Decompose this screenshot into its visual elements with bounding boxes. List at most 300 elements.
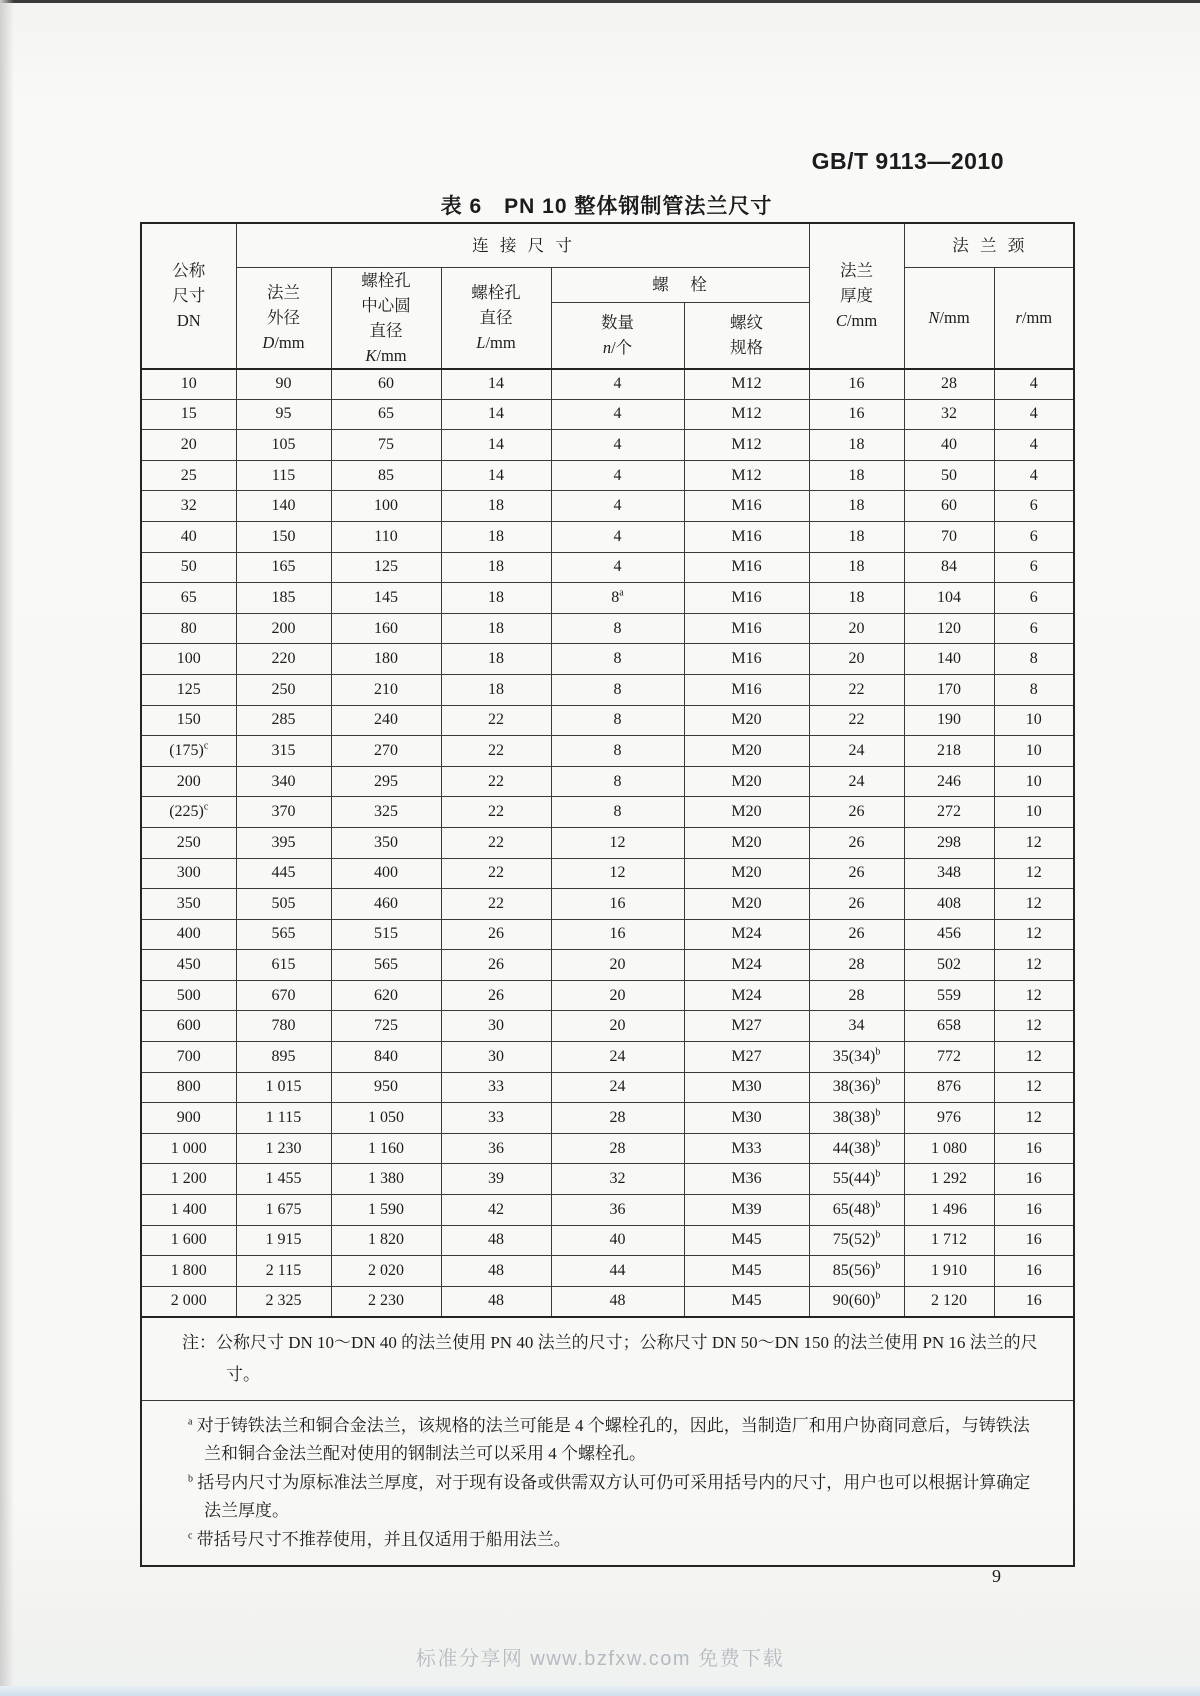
table-cell: 502 <box>904 950 994 981</box>
table-cell: 780 <box>236 1011 331 1042</box>
table-cell: 350 <box>331 827 441 858</box>
table-cell: M20 <box>684 889 809 920</box>
header-r-neck: r/mm <box>994 267 1074 369</box>
table-cell: 170 <box>904 674 994 705</box>
table-cell: 460 <box>331 889 441 920</box>
table-cell: 272 <box>904 797 994 828</box>
table-cell: 18 <box>809 583 904 614</box>
table-cell: 1 115 <box>236 1103 331 1134</box>
table-cell: 165 <box>236 552 331 583</box>
table-cell: 60 <box>331 369 441 400</box>
table-cell: 6 <box>994 613 1074 644</box>
table-cell: $90(60)^b$ <box>809 1286 904 1317</box>
table-cell: 22 <box>441 705 551 736</box>
table-cell: 16 <box>809 369 904 400</box>
table-cell: 600 <box>141 1011 236 1042</box>
table-row <box>141 797 1074 828</box>
watermark: 标准分享网 www.bzfxw.com 免费下载 <box>415 1648 785 1670</box>
table-cell: 10 <box>994 736 1074 767</box>
table-row <box>141 950 1074 981</box>
table-cell: 30 <box>441 1011 551 1042</box>
table-cell: 16 <box>551 889 684 920</box>
table-cell: 370 <box>236 797 331 828</box>
table-cell: 4 <box>551 369 684 400</box>
table-row <box>141 766 1074 797</box>
table-cell: 12 <box>994 827 1074 858</box>
table-cell: 285 <box>236 705 331 736</box>
table-cell: 6 <box>994 491 1074 522</box>
table-cell: 16 <box>994 1286 1074 1317</box>
table-cell: 10 <box>141 369 236 400</box>
table-cell: M24 <box>684 980 809 1011</box>
table-cell: 348 <box>904 858 994 889</box>
table-cell: 670 <box>236 980 331 1011</box>
table-cell: 325 <box>331 797 441 828</box>
table-cell: 4 <box>994 369 1074 400</box>
table-row <box>141 1072 1074 1103</box>
table-cell: 30 <box>441 1042 551 1073</box>
table-cell: 1 050 <box>331 1103 441 1134</box>
table-cell: 24 <box>809 736 904 767</box>
table-cell: 12 <box>551 858 684 889</box>
table-cell: M16 <box>684 552 809 583</box>
table-cell: 1 080 <box>904 1133 994 1164</box>
table-cell: 8 <box>551 766 684 797</box>
table-cell: 20 <box>809 613 904 644</box>
table-row <box>141 889 1074 920</box>
footnote: $^c$ 带括号尺寸不推荐使用，并且仅适用于船用法兰。 <box>188 1530 571 1550</box>
table-cell: 615 <box>236 950 331 981</box>
table-cell: 22 <box>441 827 551 858</box>
table-cell: 1 455 <box>236 1164 331 1195</box>
table-cell: 22 <box>441 736 551 767</box>
table-row <box>141 583 1074 614</box>
table-cell: M12 <box>684 369 809 400</box>
table-cell: 36 <box>441 1133 551 1164</box>
table-row <box>141 613 1074 644</box>
table-cell: 725 <box>331 1011 441 1042</box>
table-cell: 340 <box>236 766 331 797</box>
table-cell: 100 <box>141 644 236 675</box>
table-cell: 4 <box>551 430 684 461</box>
table-cell: 1 496 <box>904 1195 994 1226</box>
table-cell: 22 <box>441 858 551 889</box>
table-cell: 1 160 <box>331 1133 441 1164</box>
table-cell: $85(56)^b$ <box>809 1256 904 1287</box>
table-cell: 12 <box>994 889 1074 920</box>
table-cell: 12 <box>994 1103 1074 1134</box>
table-row <box>141 858 1074 889</box>
table-cell: 1 600 <box>141 1225 236 1256</box>
table-cell: 42 <box>441 1195 551 1226</box>
table-row <box>141 521 1074 552</box>
scan-top-edge <box>0 0 1200 3</box>
table-cell: 2 000 <box>141 1286 236 1317</box>
table-notes-section <box>141 1317 1074 1567</box>
table-cell: 33 <box>441 1103 551 1134</box>
table-cell: 10 <box>994 705 1074 736</box>
table-cell: M16 <box>684 521 809 552</box>
table-cell: 1 200 <box>141 1164 236 1195</box>
table-cell: 48 <box>441 1225 551 1256</box>
table-row <box>141 1133 1074 1164</box>
table-cell: 26 <box>441 919 551 950</box>
header-group-neck: 法 兰 颈 <box>904 223 1074 267</box>
table-cell: 18 <box>441 521 551 552</box>
table-cell: 120 <box>904 613 994 644</box>
table-cell: 75 <box>331 430 441 461</box>
table-cell: 18 <box>809 552 904 583</box>
footnote: $^b$ 括号内尺寸为原标准法兰厚度，对于现有设备或供需双方认可仍可采用括号内的尺寸，用户也可以根据计算确定法兰厚度。 <box>188 1473 1031 1521</box>
table-cell: $55(44)^b$ <box>809 1164 904 1195</box>
table-cell: 190 <box>904 705 994 736</box>
table-cell: 65 <box>141 583 236 614</box>
standard-number: GB/T 9113—2010 <box>811 148 1004 174</box>
table-cell: 408 <box>904 889 994 920</box>
table-cell: 8 <box>551 736 684 767</box>
table-cell: 2 020 <box>331 1256 441 1287</box>
table-cell: M30 <box>684 1103 809 1134</box>
table-cell: 39 <box>441 1164 551 1195</box>
table-cell: 185 <box>236 583 331 614</box>
table-cell: 24 <box>551 1072 684 1103</box>
header-group-connection: 连 接 尺 寸 <box>236 223 809 267</box>
table-cell: 565 <box>331 950 441 981</box>
table-cell: M16 <box>684 583 809 614</box>
table-cell: 1 380 <box>331 1164 441 1195</box>
table-cell: 20 <box>551 980 684 1011</box>
table-cell: 16 <box>994 1164 1074 1195</box>
table-cell: 1 230 <box>236 1133 331 1164</box>
table-row <box>141 1286 1074 1317</box>
table-row <box>141 460 1074 491</box>
table-cell: 20 <box>809 644 904 675</box>
table-cell: M20 <box>684 827 809 858</box>
table-cell: 140 <box>236 491 331 522</box>
table-cell: 4 <box>994 399 1074 430</box>
table-row <box>141 1042 1074 1073</box>
header-dn: 公称 尺寸 DN <box>141 223 236 369</box>
table-cell: 22 <box>441 766 551 797</box>
table-row <box>141 399 1074 430</box>
table-cell: 620 <box>331 980 441 1011</box>
table-cell: 26 <box>441 950 551 981</box>
table-cell: 8$^a$ <box>551 583 684 614</box>
table-row <box>141 674 1074 705</box>
table-cell: M45 <box>684 1256 809 1287</box>
table-cell: 160 <box>331 613 441 644</box>
table-cell: 50 <box>904 460 994 491</box>
table-cell: 4 <box>994 430 1074 461</box>
table-cell: 700 <box>141 1042 236 1073</box>
table-cell: 250 <box>236 674 331 705</box>
table-cell: 26 <box>809 889 904 920</box>
table-cell: 18 <box>441 613 551 644</box>
footnote: $^a$ 对于铸铁法兰和铜合金法兰，该规格的法兰可能是 4 个螺栓孔的，因此，当制造厂和用户协商同意后，与铸铁法兰和铜合金法兰配对使用的钢制法兰可以采用 4 个螺栓孔。 <box>188 1416 1030 1464</box>
table-cell: 300 <box>141 858 236 889</box>
table-cell: 32 <box>141 491 236 522</box>
table-row <box>141 1225 1074 1256</box>
table-cell: 65 <box>331 399 441 430</box>
table-row <box>141 980 1074 1011</box>
header-k: 螺栓孔 中心圆 直径 K/mm <box>331 267 441 369</box>
table-cell: 200 <box>141 766 236 797</box>
table-cell: 8 <box>994 644 1074 675</box>
table-cell: 400 <box>141 919 236 950</box>
table-cell: 18 <box>809 491 904 522</box>
table-cell: 14 <box>441 369 551 400</box>
table-cell: 150 <box>141 705 236 736</box>
table-cell: M16 <box>684 674 809 705</box>
table-cell: 20 <box>551 950 684 981</box>
table-cell: 400 <box>331 858 441 889</box>
table-cell: M30 <box>684 1072 809 1103</box>
table-cell: M24 <box>684 950 809 981</box>
table-cell: 84 <box>904 552 994 583</box>
table-cell: M20 <box>684 736 809 767</box>
table-cell: 95 <box>236 399 331 430</box>
table-row <box>141 1103 1074 1134</box>
table-cell: M27 <box>684 1011 809 1042</box>
table-cell: 1 712 <box>904 1225 994 1256</box>
table-cell: 4 <box>551 521 684 552</box>
table-cell: 8 <box>551 644 684 675</box>
table-cell: M16 <box>684 644 809 675</box>
table-cell: M45 <box>684 1225 809 1256</box>
table-cell: 8 <box>994 674 1074 705</box>
table-cell: M24 <box>684 919 809 950</box>
table-cell: 25 <box>141 460 236 491</box>
table-cell: 2 230 <box>331 1286 441 1317</box>
table-cell: $44(38)^b$ <box>809 1133 904 1164</box>
table-cell: M20 <box>684 797 809 828</box>
table-cell: 32 <box>904 399 994 430</box>
table-cell: 16 <box>994 1256 1074 1287</box>
table-cell: 90 <box>236 369 331 400</box>
table-cell: 20 <box>141 430 236 461</box>
table-cell: 350 <box>141 889 236 920</box>
table-cell: 18 <box>809 521 904 552</box>
table-cell: 8 <box>551 674 684 705</box>
table-cell: 456 <box>904 919 994 950</box>
table-cell: M12 <box>684 399 809 430</box>
table-cell: 658 <box>904 1011 994 1042</box>
table-cell: 900 <box>141 1103 236 1134</box>
table-cell: 180 <box>331 644 441 675</box>
table-cell: $(175)^c$ <box>141 736 236 767</box>
table-cell: 445 <box>236 858 331 889</box>
table-cell: 10 <box>994 797 1074 828</box>
table-cell: M45 <box>684 1286 809 1317</box>
table-cell: M33 <box>684 1133 809 1164</box>
table-cell: 26 <box>809 919 904 950</box>
table-cell: 28 <box>809 980 904 1011</box>
table-cell: 60 <box>904 491 994 522</box>
table-cell: 2 120 <box>904 1286 994 1317</box>
table-cell: 40 <box>904 430 994 461</box>
table-cell: 28 <box>551 1133 684 1164</box>
table-cell: M20 <box>684 766 809 797</box>
header-c: 法兰 厚度 C/mm <box>809 223 904 369</box>
table-row <box>141 1195 1074 1226</box>
table-cell: 1 675 <box>236 1195 331 1226</box>
table-cell: 1 000 <box>141 1133 236 1164</box>
table-cell: 950 <box>331 1072 441 1103</box>
table-cell: 145 <box>331 583 441 614</box>
table-cell: 200 <box>236 613 331 644</box>
table-cell: 22 <box>441 889 551 920</box>
table-cell: 16 <box>994 1133 1074 1164</box>
table-cell: 15 <box>141 399 236 430</box>
table-cell: 450 <box>141 950 236 981</box>
table-cell: 18 <box>441 552 551 583</box>
table-row <box>141 1164 1074 1195</box>
table-cell: 36 <box>551 1195 684 1226</box>
table-row <box>141 430 1074 461</box>
table-cell: 105 <box>236 430 331 461</box>
table-cell: 85 <box>331 460 441 491</box>
table-cell: 100 <box>331 491 441 522</box>
table-cell: 246 <box>904 766 994 797</box>
table-cell: M36 <box>684 1164 809 1195</box>
table-cell: 315 <box>236 736 331 767</box>
table-cell: M16 <box>684 613 809 644</box>
table-cell: 40 <box>141 521 236 552</box>
table-cell: 6 <box>994 583 1074 614</box>
table-cell: 1 800 <box>141 1256 236 1287</box>
table-cell: 6 <box>994 552 1074 583</box>
table-cell: 298 <box>904 827 994 858</box>
table-cell: 22 <box>809 674 904 705</box>
table-cell: 18 <box>809 460 904 491</box>
table-cell: 1 910 <box>904 1256 994 1287</box>
table-body <box>141 369 1074 1317</box>
table-cell: 270 <box>331 736 441 767</box>
table-row <box>141 827 1074 858</box>
table-cell: 40 <box>551 1225 684 1256</box>
table-cell: $(225)^c$ <box>141 797 236 828</box>
header-n-neck: N/mm <box>904 267 994 369</box>
table-cell: 28 <box>904 369 994 400</box>
table-cell: M16 <box>684 491 809 522</box>
table-cell: 4 <box>551 491 684 522</box>
flange-dimensions-table <box>140 222 1075 1567</box>
table-row <box>141 369 1074 400</box>
table-cell: 250 <box>141 827 236 858</box>
table-cell: 48 <box>441 1286 551 1317</box>
table-cell: 22 <box>441 797 551 828</box>
table-cell: 48 <box>441 1256 551 1287</box>
table-cell: 20 <box>551 1011 684 1042</box>
table-cell: 26 <box>809 827 904 858</box>
table-cell: $65(48)^b$ <box>809 1195 904 1226</box>
table-cell: 4 <box>994 460 1074 491</box>
table-cell: 16 <box>994 1195 1074 1226</box>
table-cell: 500 <box>141 980 236 1011</box>
table-cell: 12 <box>994 919 1074 950</box>
table-header <box>141 223 1074 369</box>
table-cell: 24 <box>551 1042 684 1073</box>
header-bolt-count: 数量 n/个 <box>551 302 684 368</box>
table-cell: 16 <box>809 399 904 430</box>
scan-bottom-edge <box>0 1686 1200 1696</box>
table-cell: 1 590 <box>331 1195 441 1226</box>
table-cell: 1 015 <box>236 1072 331 1103</box>
table-cell: 33 <box>441 1072 551 1103</box>
table-cell: 14 <box>441 399 551 430</box>
table-cell: 565 <box>236 919 331 950</box>
table-cell: 8 <box>551 705 684 736</box>
table-cell: 840 <box>331 1042 441 1073</box>
table-cell: $75(52)^b$ <box>809 1225 904 1256</box>
table-cell: 4 <box>551 460 684 491</box>
table-cell: 220 <box>236 644 331 675</box>
table-cell: 12 <box>994 1011 1074 1042</box>
table-cell: 16 <box>994 1225 1074 1256</box>
table-cell: 12 <box>551 827 684 858</box>
table-cell: 6 <box>994 521 1074 552</box>
table-cell: 140 <box>904 644 994 675</box>
table-cell: 32 <box>551 1164 684 1195</box>
table-cell: $35(34)^b$ <box>809 1042 904 1073</box>
header-l: 螺栓孔 直径 L/mm <box>441 267 551 369</box>
table-cell: 26 <box>809 858 904 889</box>
table-cell: 8 <box>551 613 684 644</box>
table-cell: 10 <box>994 766 1074 797</box>
table-cell: 26 <box>809 797 904 828</box>
table-row <box>141 1011 1074 1042</box>
table-cell: 150 <box>236 521 331 552</box>
table-cell: 50 <box>141 552 236 583</box>
table-cell: 18 <box>441 491 551 522</box>
header-bolt-thread: 螺纹 规格 <box>684 302 809 368</box>
table-cell: 515 <box>331 919 441 950</box>
table-cell: 4 <box>551 552 684 583</box>
table-cell: 4 <box>551 399 684 430</box>
table-cell: 2 115 <box>236 1256 331 1287</box>
table-cell: 800 <box>141 1072 236 1103</box>
table-footnotes <box>141 1401 1074 1567</box>
table-cell: 210 <box>331 674 441 705</box>
table-cell: 18 <box>441 583 551 614</box>
table-cell: 12 <box>994 980 1074 1011</box>
table-row <box>141 491 1074 522</box>
header-group-bolt: 螺 栓 <box>551 267 809 302</box>
table-cell: 18 <box>441 674 551 705</box>
table-cell: 28 <box>551 1103 684 1134</box>
table-row <box>141 552 1074 583</box>
table-cell: M20 <box>684 705 809 736</box>
table-cell: M39 <box>684 1195 809 1226</box>
table-cell: 395 <box>236 827 331 858</box>
table-cell: 14 <box>441 460 551 491</box>
table-cell: 26 <box>441 980 551 1011</box>
table-row <box>141 1256 1074 1287</box>
table-cell: 772 <box>904 1042 994 1073</box>
header-d: 法兰 外径 D/mm <box>236 267 331 369</box>
table-note: 注：公称尺寸 DN 10～DN 40 的法兰使用 PN 40 法兰的尺寸；公称尺寸 DN 50～DN 150 的法兰使用 PN 16 法兰的尺寸。 <box>141 1317 1074 1401</box>
table-cell: 125 <box>141 674 236 705</box>
table-cell: 24 <box>809 766 904 797</box>
table-cell: 8 <box>551 797 684 828</box>
table-cell: $38(38)^b$ <box>809 1103 904 1134</box>
table-cell: M20 <box>684 858 809 889</box>
table-cell: 28 <box>809 950 904 981</box>
table-cell: 70 <box>904 521 994 552</box>
scan-left-edge <box>0 0 14 1696</box>
table-cell: 18 <box>441 644 551 675</box>
table-cell: 1 292 <box>904 1164 994 1195</box>
